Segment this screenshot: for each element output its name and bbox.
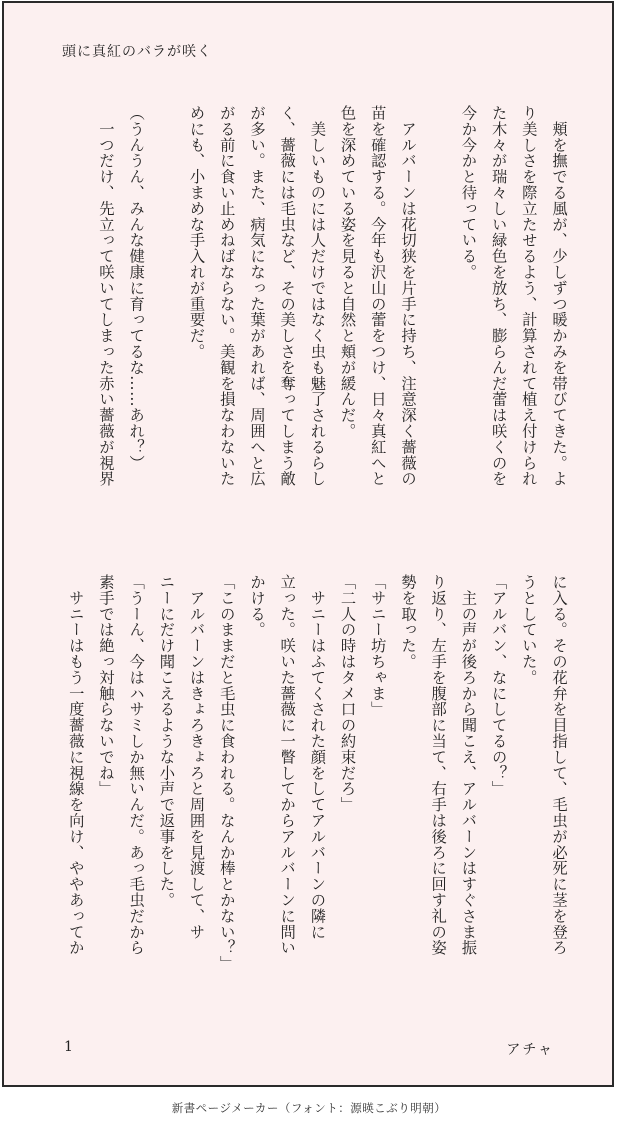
running-title: 頭に真紅のバラが咲く	[62, 44, 212, 60]
text-line: り美しさを際立たせるよう、計算されて植え付けられ	[519, 105, 538, 487]
text-line: 色を深めている姿を見ると自然と頬が緩んだ。	[338, 105, 357, 439]
text-line: （うんうん、みんな健康に育ってるな……あれ？）	[127, 105, 146, 471]
generator-credit: 新書ページメーカー（フォント：源暎こぶり明朝）	[171, 1101, 447, 1115]
text-line: がる前に食い止めねばならない。美観を損なわないた	[217, 105, 236, 487]
text-line: 主の声が後ろから聞こえ、アルバーンはすぐさま振	[459, 574, 478, 956]
text-line: た木々が瑞々しい緑色を放ち、膨らんだ蕾は咲くのを	[489, 105, 508, 487]
text-line: サニーはふてくされた顔をしてアルバーンの隣に	[308, 574, 327, 940]
text-line: めにも、小まめな手入れが重要だ。	[187, 105, 206, 360]
text-line: 美しいものには人だけではなく虫も魅了されるらし	[308, 105, 327, 487]
text-line: 苗を確認する。今年も沢山の蕾をつけ、日々真紅へと	[368, 105, 387, 487]
text-line: 「アルバン、なにしてるの？」	[489, 574, 508, 797]
upper-text-block	[14, 105, 574, 555]
text-line	[423, 105, 453, 555]
text-line: アルバーンはきょろきょろと周囲を見渡して、サ	[187, 574, 206, 940]
text-line: に入る。その花弁を目指して、毛虫が必死に茎を登ろ	[550, 574, 568, 956]
text-line: アルバーンは花切狭を片手に持ち、注意深く薔薇の	[398, 105, 417, 487]
text-line: 「うーん、今はハサミしか無いんだ。あっ毛虫だから	[127, 574, 146, 956]
text-line: 一つだけ、先立って咲いてしまった赤い薔薇が視界	[96, 105, 115, 487]
text-line: が多い。また、病気になった葉があれば、周囲へと広	[247, 105, 266, 487]
book-page	[2, 1, 614, 1087]
text-line: 「二人の時はタメ口の約束だろ」	[338, 574, 357, 813]
text-line: り返り、左手を腹部に当て、右手は後ろに回す礼の姿	[429, 574, 448, 956]
text-line: 素手では絶っ対触らないでね」	[96, 574, 115, 797]
text-line	[151, 105, 181, 555]
text-line: 勢を取った。	[398, 574, 417, 670]
text-line: 頬を撫でる風が、少しずつ暖かみを帯びてきた。よ	[550, 105, 568, 487]
text-line: く、薔薇には毛虫など、その美しさを奪ってしまう敵	[278, 105, 297, 487]
text-line: かける。	[247, 574, 266, 638]
text-line: 立った。咲いた薔薇に一瞥してからアルバーンに問い	[278, 574, 297, 956]
text-line: 「サニー坊ちゃま」	[368, 574, 387, 718]
author-name: アチャ	[506, 1042, 554, 1058]
page-number: 1	[64, 1039, 73, 1055]
text-line: 今か今かと待っている。	[459, 105, 478, 280]
text-line: サニーはもう一度薔薇に視線を向け、ややあってか	[66, 574, 85, 956]
text-line: うとしていた。	[519, 574, 538, 686]
text-line: 「このままだと毛虫に食われる。なんか棒とかない？」	[217, 574, 236, 972]
text-line: ニーにだけ聞こえるような小声で返事をした。	[157, 574, 176, 908]
lower-text-block	[14, 574, 574, 1024]
